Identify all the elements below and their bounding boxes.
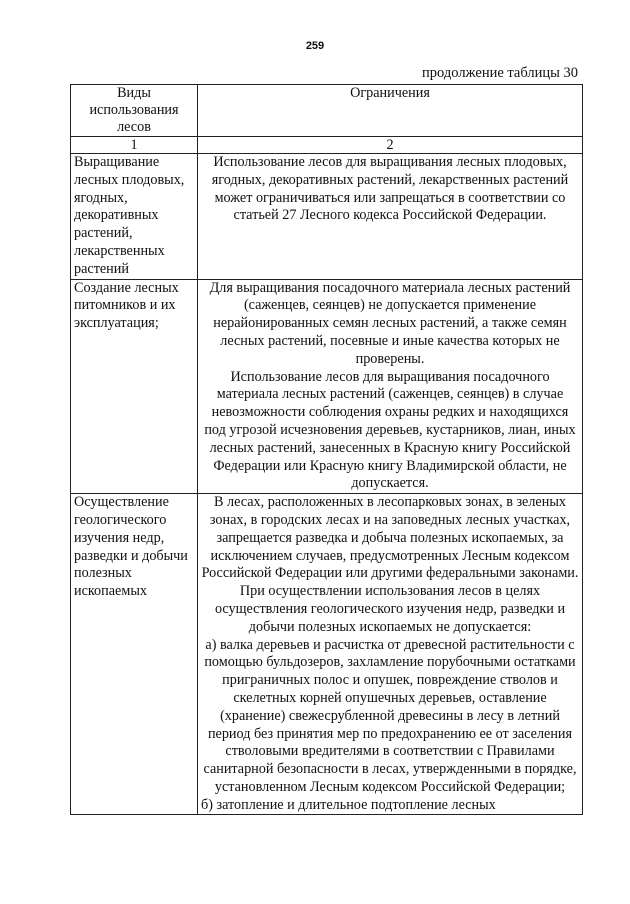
restriction-paragraph: б) затопление и длительное подтопление лесных bbox=[201, 796, 496, 813]
restriction-paragraph: Использование лесов для выращивания лесных плодовых, ягодных, декоративных растений, лекарственных растений может ограничиваться или запрещаться в соответствии со статьей 27 Лесного кодекса Российской Федерации. bbox=[211, 154, 569, 224]
forest-use-restrictions-table bbox=[70, 84, 583, 815]
column-number-2: 2 bbox=[198, 137, 583, 154]
table-row bbox=[71, 494, 583, 815]
forest-use-type-cell: Создание лесных питомников и их эксплуатация; bbox=[71, 279, 198, 494]
table-header-row bbox=[71, 85, 583, 137]
table-row bbox=[71, 279, 583, 494]
restriction-paragraph: В лесах, расположенных в лесопарковых зонах, в зеленых зонах, в городских лесах и на заповедных лесных участках, запрещается разведка и добыча полезных ископаемых, за исключением случаев, предусмотренных Лесным кодексом Российской Федерации или другими федеральными законами. bbox=[201, 494, 579, 582]
restriction-paragraph: а) валка деревьев и расчистка от древесной растительности с помощью бульдозеров, захламление порубочными остатками приграничных полос и опушек, повреждение стволов и скелетных корней опушечных деревьев, оставление (хранение) свежесрубленной древесины в лесу в летний период без принятия мер по предохранению ее от заселения стволовыми вредителями в соответствии с Правилами санитарной безопасности в лесах, утвержденными в порядке, установленном Лесным кодексом Российской Федерации; bbox=[203, 636, 577, 795]
header-restrictions: Ограничения bbox=[198, 85, 583, 137]
restriction-paragraph: Использование лесов для выращивания посадочного материала лесных растений (саженцев, сеянцев) в случае невозможности соблюдения охраны редких и находящихся под угрозой исчезновения деревьев, кустарников, лиан, иных лесных растений, занесенных в Красную книгу Российской Федерации или Красную книгу Владимирской области, не допускается. bbox=[204, 368, 576, 492]
restrictions-cell bbox=[198, 279, 583, 494]
restrictions-cell bbox=[198, 154, 583, 280]
header-forest-use-types: Виды использования лесов bbox=[71, 85, 198, 137]
forest-use-type-cell: Осуществление геологического изучения недр, разведки и добычи полезных ископаемых bbox=[71, 494, 198, 815]
restrictions-cell bbox=[198, 494, 583, 815]
page-number: 259 bbox=[305, 40, 325, 52]
restriction-paragraph: При осуществлении использования лесов в целях осуществления геологического изучения недр, разведки и добычи полезных ископаемых не допускается: bbox=[214, 583, 566, 635]
table-continuation-caption: продолжение таблицы 30 bbox=[422, 65, 578, 81]
column-number-1: 1 bbox=[71, 137, 198, 154]
column-number-row bbox=[71, 137, 583, 154]
restriction-paragraph: Для выращивания посадочного материала лесных растений (саженцев, сеянцев) не допускается применение нерайонированных семян лесных растений, а также семян лесных растений, посевные и иные качества которых не проверены. bbox=[209, 279, 571, 367]
forest-use-type-cell: Выращивание лесных плодовых, ягодных, декоративных растений, лекарственных растений bbox=[71, 154, 198, 280]
table-row bbox=[71, 154, 583, 280]
